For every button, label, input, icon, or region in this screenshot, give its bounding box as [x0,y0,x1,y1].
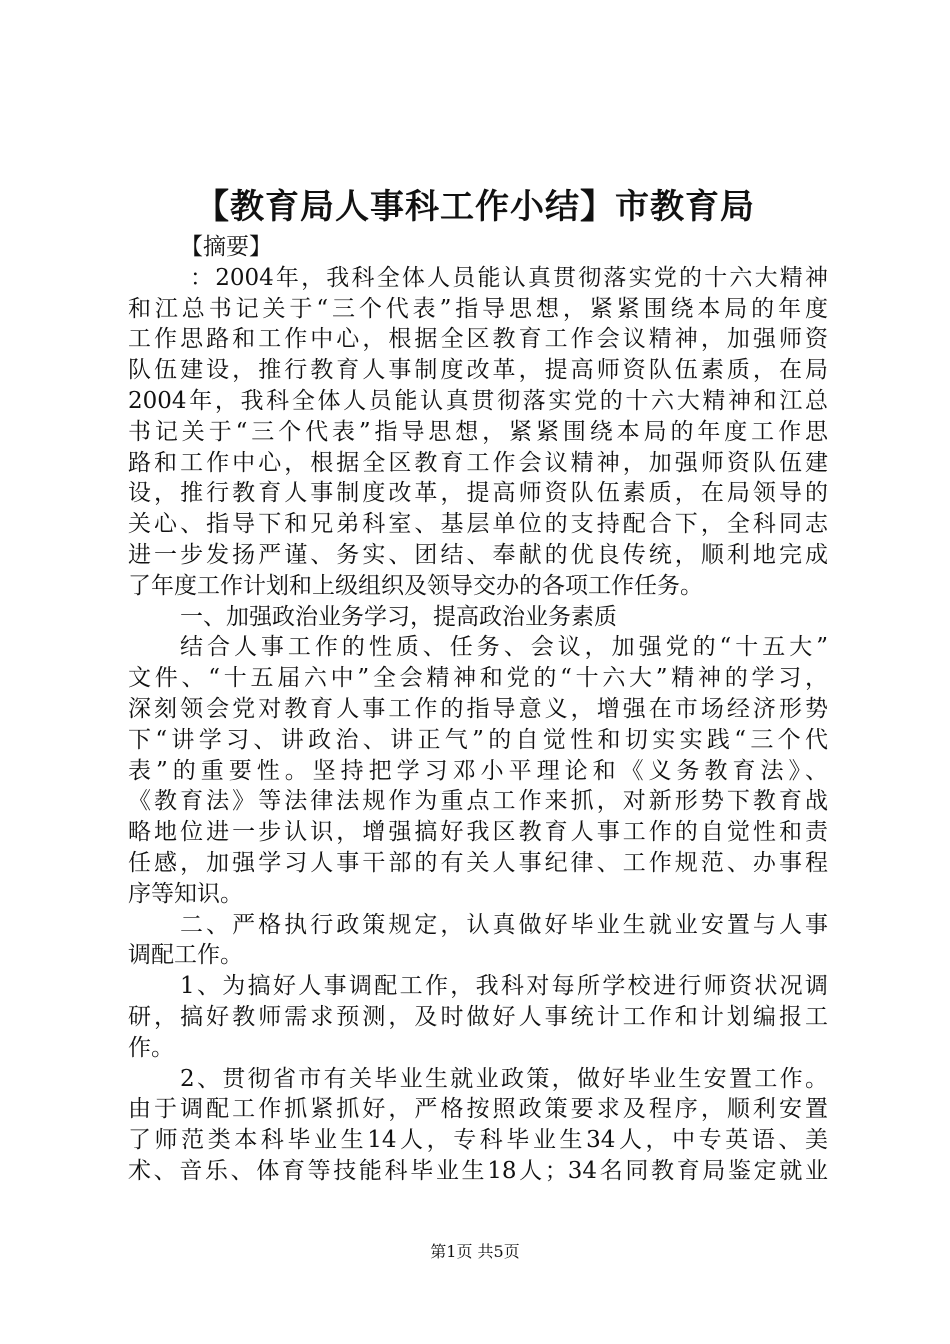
paragraph-line: 《教育法》等法律法规作为重点工作来抓，对新形势下教育战 [128,788,828,815]
paragraph-line: 了年度工作计划和上级组织及领导交办的各项工作任务。 [128,572,703,599]
paragraph-line: 1、为搞好人事调配工作，我科对每所学校进行师资状况调 [180,973,828,1000]
abstract-heading: 【摘要】 [180,234,272,260]
paragraph-line: 设，推行教育人事制度改革，提高师资队伍素质，在局领导的 [128,480,828,507]
paragraph-line: 书记关于“三个代表”指导思想，紧紧围绕本局的年度工作思 [128,418,828,445]
paragraph-line: 结合人事工作的性质、任务、会议，加强党的“十五大” [180,634,828,661]
paragraph-line: 2、贯彻省市有关毕业生就业政策，做好毕业生安置工作。 [180,1065,828,1092]
paragraph-line: 略地位进一步认识，增强搞好我区教育人事工作的自觉性和责 [128,819,828,846]
paragraph-line: 术、音乐、体育等技能科毕业生18人；34名同教育局鉴定就业 [128,1157,828,1184]
paragraph-line: 进一步发扬严谨、务实、团结、奉献的优良传统，顺利地完成 [128,541,828,568]
paragraph-line: 研，搞好教师需求预测，及时做好人事统计工作和计划编报工 [128,1003,828,1030]
paragraph-line: 了师范类本科毕业生14人，专科毕业生34人，中专英语、美 [128,1127,828,1154]
paragraph-line: 调配工作。 [128,942,243,969]
paragraph-line: 表”的重要性。坚持把学习邓小平理论和《义务教育法》、 [128,757,828,784]
paragraph-line: 任感，加强学习人事干部的有关人事纪律、工作规范、办事程 [128,849,828,876]
paragraph-line: 深刻领会党对教育人事工作的指导意义，增强在市场经济形势 [128,695,828,722]
section-heading-1: 一、加强政治业务学习，提高政治业务素质 [180,603,617,630]
paragraph-line: 作。 [128,1034,174,1061]
paragraph-line: 队伍建设，推行教育人事制度改革，提高师资队伍素质，在局 [128,357,828,384]
paragraph-line: 关心、指导下和兄弟科室、基层单位的支持配合下，全科同志 [128,511,828,538]
paragraph-line: 工作思路和工作中心，根据全区教育工作会议精神，加强师资 [128,326,828,353]
document-title: 【教育局人事科工作小结】市教育局 [195,187,755,227]
paragraph-line: ：2004年，我科全体人员能认真贯彻落实党的十六大精神 [190,264,828,291]
paragraph-line: 下“讲学习、讲政治、讲正气”的自觉性和切实实践“三个代 [128,726,828,753]
section-heading-2: 二、严格执行政策规定，认真做好毕业生就业安置与人事 [180,911,828,938]
paragraph-line: 文件、“十五届六中”全会精神和党的“十六大”精神的学习， [128,665,828,692]
paragraph-line: 由于调配工作抓紧抓好，严格按照政策要求及程序，顺利安置 [128,1096,828,1123]
document-body [128,232,828,1187]
paragraph-line: 和江总书记关于“三个代表”指导思想，紧紧围绕本局的年度 [128,295,828,322]
page-number: 第1页 共5页 [430,1242,520,1261]
paragraph-line: 路和工作中心，根据全区教育工作会议精神，加强师资队伍建 [128,449,828,476]
paragraph-line: 序等知识。 [128,880,243,907]
paragraph-line: 2004年，我科全体人员能认真贯彻落实党的十六大精神和江总 [128,387,828,414]
